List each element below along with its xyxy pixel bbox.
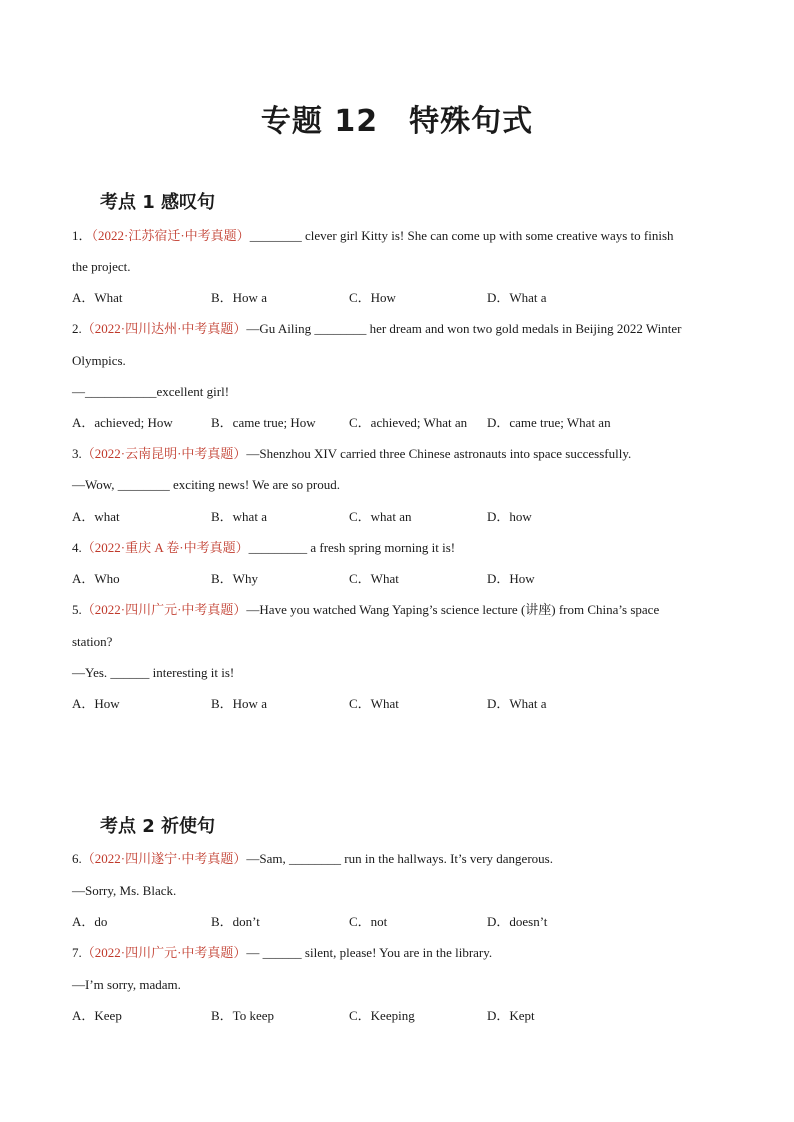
question-6-continuation: —Sorry, Ms. Black. xyxy=(72,883,177,898)
question-5-continuation: station? xyxy=(72,634,113,649)
option-c: C．achieved; What an xyxy=(349,415,468,430)
option-c: C．not xyxy=(349,914,388,929)
question-3-continuation: —Wow, ________ exciting news! We are so proud. xyxy=(72,477,340,492)
option-d: D．came true; What an xyxy=(487,415,611,430)
question-number: 5. xyxy=(72,602,82,617)
option-b: B．Why xyxy=(211,571,258,586)
option-b: B．don’t xyxy=(211,914,260,929)
question-number: 4. xyxy=(72,540,82,555)
option-d: D．how xyxy=(487,509,532,524)
question-source: （2022·四川广元·中考真题） xyxy=(81,602,247,617)
option-a: A．what xyxy=(72,509,120,524)
question-number: 1． xyxy=(72,228,92,243)
question-number: 2. xyxy=(72,321,82,336)
question-stem: —Shenzhou XIV carried three Chinese astronauts into space successfully. xyxy=(246,446,632,461)
option-c: C．Keeping xyxy=(349,1008,415,1023)
question-3-stem-line xyxy=(72,446,732,462)
option-b: B．what a xyxy=(211,509,267,524)
option-d: D．Kept xyxy=(487,1008,535,1023)
option-c: C．What xyxy=(349,571,399,586)
option-c: C．How xyxy=(349,290,396,305)
question-1-stem-line xyxy=(72,228,732,244)
question-source: （2022·江苏宿迁·中考真题） xyxy=(91,228,250,243)
option-d: D．doesn’t xyxy=(487,914,548,929)
question-2-continuation: Olympics. xyxy=(72,353,126,368)
option-a: A．Keep xyxy=(72,1008,122,1023)
question-1-continuation: the project. xyxy=(72,259,131,274)
option-b: B．To keep xyxy=(211,1008,274,1023)
question-number: 6. xyxy=(72,851,82,866)
option-d: D．What a xyxy=(487,290,547,305)
option-d: D．How xyxy=(487,571,535,586)
page-title: 专题 12 特殊句式 xyxy=(260,104,534,139)
option-a: A．How xyxy=(72,696,120,711)
question-stem: —Sam, ________ run in the hallways. It’s very dangerous. xyxy=(246,851,553,866)
question-source: （2022·四川达州·中考真题） xyxy=(81,321,247,336)
question-source: （2022·重庆 A 卷·中考真题） xyxy=(81,540,249,555)
question-2-continuation: —___________excellent girl! xyxy=(72,384,230,399)
question-source: （2022·四川广元·中考真题） xyxy=(81,945,247,960)
question-stem: ________ clever girl Kitty is! She can come up with some creative ways to finish xyxy=(249,228,674,243)
option-a: A．Who xyxy=(72,571,120,586)
question-stem: _________ a fresh spring morning it is! xyxy=(248,540,456,555)
question-7-continuation: —I’m sorry, madam. xyxy=(72,977,181,992)
option-a: A．achieved; How xyxy=(72,415,173,430)
option-b: B．came true; How xyxy=(211,415,316,430)
question-stem: — ______ silent, please! You are in the library. xyxy=(246,945,493,960)
question-2-stem-line xyxy=(72,321,732,337)
question-stem: —Have you watched Wang Yaping’s science lecture (讲座) from China’s space xyxy=(246,602,660,617)
option-b: B．How a xyxy=(211,290,267,305)
question-7-stem-line xyxy=(72,945,732,961)
question-source: （2022·云南昆明·中考真题） xyxy=(81,446,247,461)
option-c: C．what an xyxy=(349,509,412,524)
option-a: A．do xyxy=(72,914,108,929)
question-5-stem-line xyxy=(72,602,732,618)
question-number: 3. xyxy=(72,446,82,461)
question-stem: —Gu Ailing ________ her dream and won two gold medals in Beijing 2022 Winter xyxy=(246,321,682,336)
question-6-stem-line xyxy=(72,851,732,867)
section-heading-1: 考点 1 感叹句 xyxy=(100,192,216,213)
question-5-continuation: —Yes. ______ interesting it is! xyxy=(72,665,235,680)
option-a: A．What xyxy=(72,290,123,305)
question-number: 7. xyxy=(72,945,82,960)
section-heading-2: 考点 2 祈使句 xyxy=(100,816,216,837)
question-source: （2022·四川遂宁·中考真题） xyxy=(81,851,247,866)
option-b: B．How a xyxy=(211,696,267,711)
question-4-stem-line xyxy=(72,540,732,556)
option-d: D．What a xyxy=(487,696,547,711)
option-c: C．What xyxy=(349,696,399,711)
